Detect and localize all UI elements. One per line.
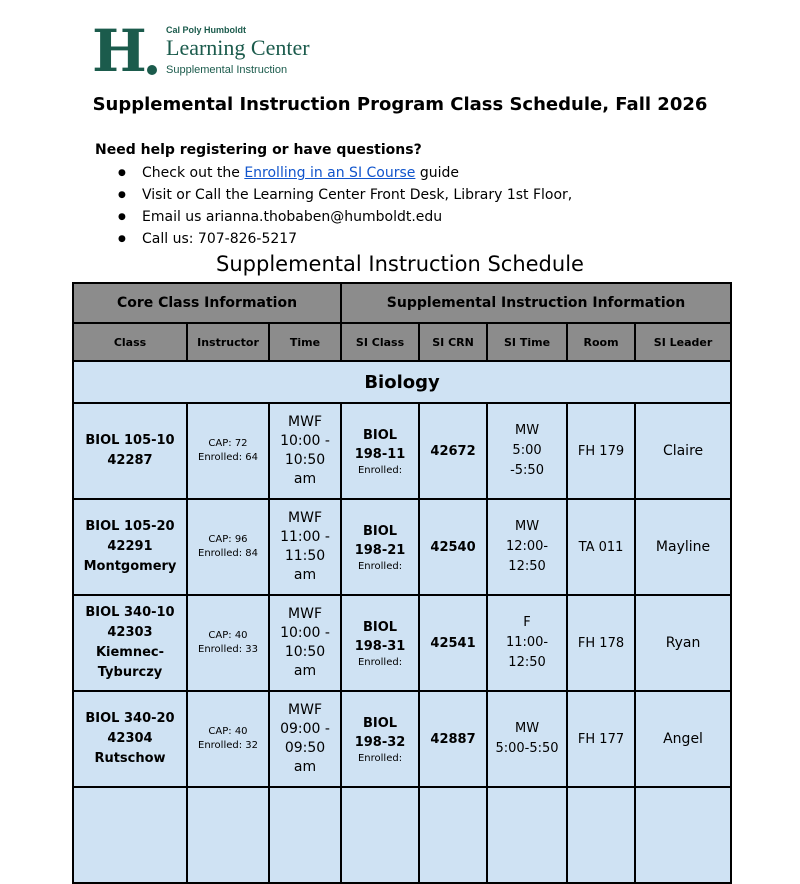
si-time-start: 5:00 xyxy=(512,443,542,458)
si-leader-cell: Mayline xyxy=(635,499,731,595)
class-crn: 42303 xyxy=(107,625,153,640)
si-class-cell xyxy=(341,595,419,691)
si-class-section: 198-32 xyxy=(354,734,406,750)
si-time-cell xyxy=(487,403,567,499)
learning-center-logo xyxy=(92,17,332,85)
instructor-cell xyxy=(187,403,269,499)
time-end: 10:50 xyxy=(284,644,326,660)
time-days: MWF xyxy=(288,606,322,622)
si-crn-cell xyxy=(419,787,487,883)
logo-program-name: Supplemental Instruction xyxy=(166,64,288,76)
time-days: MWF xyxy=(288,702,322,718)
si-class-cell xyxy=(341,499,419,595)
room-cell: TA 011 xyxy=(567,499,635,595)
logo-dot xyxy=(147,65,157,75)
column-header-instructor: Instructor xyxy=(187,323,269,361)
column-header-si-crn: SI CRN xyxy=(419,323,487,361)
help-item-phone: ● Call us: 707-826-5217 xyxy=(118,228,572,250)
si-crn-cell: 42540 xyxy=(419,499,487,595)
class-code: BIOL 340-10 xyxy=(85,605,175,620)
time-period: am xyxy=(293,663,317,679)
schedule-title: Supplemental Instruction Schedule xyxy=(216,252,584,276)
room-cell: FH 177 xyxy=(567,691,635,787)
si-time-start: 12:00- xyxy=(505,539,549,554)
time-cell xyxy=(269,499,341,595)
class-enrolled: Enrolled: 64 xyxy=(198,452,258,463)
si-class-section: 198-31 xyxy=(354,638,406,654)
si-time-end: 12:50 xyxy=(508,559,546,574)
page-title: Supplemental Instruction Program Class Schedule, Fall 2026 xyxy=(92,94,708,115)
department-row xyxy=(73,361,731,403)
column-header-row xyxy=(73,323,731,361)
class-enrolled: Enrolled: 84 xyxy=(198,548,258,559)
schedule-table xyxy=(72,282,732,884)
si-class-section: 198-21 xyxy=(354,542,406,558)
room-cell: FH 178 xyxy=(567,595,635,691)
time-period: am xyxy=(293,471,317,487)
time-start: 10:00 - xyxy=(280,625,330,641)
class-instructor-name: Montgomery xyxy=(83,559,177,574)
si-leader-cell: Ryan xyxy=(635,595,731,691)
logo-center-name: Learning Center xyxy=(166,35,310,60)
class-capacity: CAP: 96 xyxy=(208,534,248,545)
column-header-time: Time xyxy=(269,323,341,361)
si-class-subject: BIOL xyxy=(362,715,398,731)
class-enrolled: Enrolled: 33 xyxy=(198,644,258,655)
logo-letter: H xyxy=(92,17,145,85)
si-class-section: 198-11 xyxy=(354,446,406,462)
class-crn: 42291 xyxy=(107,539,153,554)
time-cell xyxy=(269,595,341,691)
help-item-email: ● Email us arianna.thobaben@humboldt.edu xyxy=(118,206,572,228)
si-time-cell xyxy=(487,499,567,595)
si-class-subject: BIOL xyxy=(362,619,398,635)
time-days: MWF xyxy=(288,510,322,526)
si-leader-cell: Claire xyxy=(635,403,731,499)
class-crn: 42287 xyxy=(107,453,153,468)
time-start: 09:00 - xyxy=(280,721,330,737)
class-cell xyxy=(73,595,187,691)
class-code: BIOL 340-20 xyxy=(85,711,175,726)
time-cell xyxy=(269,691,341,787)
si-leader-cell: Angel xyxy=(635,691,731,787)
class-code: BIOL 105-20 xyxy=(85,519,175,534)
help-heading: Need help registering or have questions? xyxy=(95,142,422,158)
column-header-si-leader: SI Leader xyxy=(635,323,731,361)
logo-university: Cal Poly Humboldt xyxy=(166,25,247,35)
help-item-guide-suffix: guide xyxy=(415,165,460,181)
si-class-subject: BIOL xyxy=(362,523,398,539)
si-time-cell xyxy=(487,691,567,787)
class-capacity: CAP: 40 xyxy=(208,726,248,737)
table-row xyxy=(73,595,731,691)
class-crn: 42304 xyxy=(107,731,153,746)
si-class-cell xyxy=(341,403,419,499)
si-crn-cell: 42887 xyxy=(419,691,487,787)
class-cell xyxy=(73,691,187,787)
si-enrolled: Enrolled: xyxy=(357,560,403,572)
si-time-start: 11:00- xyxy=(505,635,549,650)
si-enrolled: Enrolled: xyxy=(357,752,403,764)
column-header-si-time: SI Time xyxy=(487,323,567,361)
instructor-cell xyxy=(187,595,269,691)
table-row xyxy=(73,499,731,595)
si-time-end: 12:50 xyxy=(508,655,546,670)
time-days: MWF xyxy=(288,414,322,430)
class-code: BIOL 105-10 xyxy=(85,433,175,448)
table-row xyxy=(73,403,731,499)
si-time-days: F xyxy=(523,615,531,630)
class-cell xyxy=(73,403,187,499)
si-enrolled: Enrolled: xyxy=(357,656,403,668)
si-time-cell xyxy=(487,787,567,883)
si-time-days: MW xyxy=(514,519,540,534)
time-cell xyxy=(269,403,341,499)
time-end: 09:50 xyxy=(284,740,326,756)
class-capacity: CAP: 40 xyxy=(208,630,248,641)
si-leader-cell xyxy=(635,787,731,883)
si-class-cell xyxy=(341,787,419,883)
enrolling-guide-link[interactable]: Enrolling in an SI Course xyxy=(244,165,416,181)
column-header-room: Room xyxy=(567,323,635,361)
si-time-end: -5:50 xyxy=(510,463,544,478)
si-crn-cell: 42541 xyxy=(419,595,487,691)
table-row xyxy=(73,787,731,883)
si-group-header: Supplemental Instruction Information xyxy=(341,283,731,323)
si-time-cell xyxy=(487,595,567,691)
time-end: 11:50 xyxy=(284,548,326,564)
class-capacity: CAP: 72 xyxy=(208,438,248,449)
time-period: am xyxy=(293,567,317,583)
room-cell xyxy=(567,787,635,883)
time-period: am xyxy=(293,759,317,775)
si-time-days: MW xyxy=(514,721,540,736)
si-time-days: MW xyxy=(514,423,540,438)
instructor-cell xyxy=(187,787,269,883)
help-item-guide-prefix: Check out the xyxy=(142,165,245,181)
help-list xyxy=(118,162,572,250)
class-cell xyxy=(73,787,187,883)
group-header-row xyxy=(73,283,731,323)
column-header-si-class: SI Class xyxy=(341,323,419,361)
si-crn-cell: 42672 xyxy=(419,403,487,499)
core-class-group-header: Core Class Information xyxy=(73,283,341,323)
department-label: Biology xyxy=(73,361,731,403)
help-item-visit: ● Visit or Call the Learning Center Front Desk, Library 1st Floor, xyxy=(118,184,572,206)
class-cell xyxy=(73,499,187,595)
instructor-cell xyxy=(187,691,269,787)
help-item-guide xyxy=(118,162,572,184)
time-start: 10:00 - xyxy=(280,433,330,449)
si-enrolled: Enrolled: xyxy=(357,464,403,476)
column-header-class: Class xyxy=(73,323,187,361)
class-instructor-name: Rutschow xyxy=(94,751,166,766)
time-end: 10:50 xyxy=(284,452,326,468)
si-time-range: 5:00-5:50 xyxy=(495,741,559,756)
si-class-subject: BIOL xyxy=(362,427,398,443)
room-cell: FH 179 xyxy=(567,403,635,499)
table-row xyxy=(73,691,731,787)
class-instructor-name: Kiemnec- xyxy=(95,645,165,660)
class-enrolled: Enrolled: 32 xyxy=(198,740,258,751)
time-start: 11:00 - xyxy=(280,529,330,545)
instructor-cell xyxy=(187,499,269,595)
class-instructor-name-cont: Tyburczy xyxy=(97,665,163,680)
si-class-cell xyxy=(341,691,419,787)
time-cell xyxy=(269,787,341,883)
